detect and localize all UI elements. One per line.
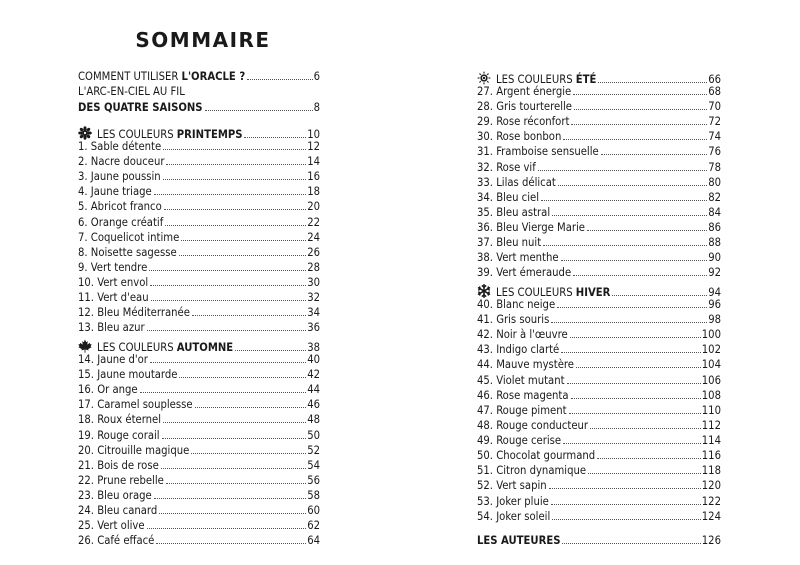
toc-entry[interactable] xyxy=(477,509,721,524)
page-number: 44 xyxy=(307,383,320,397)
entry-label: 14. Jaune d'or xyxy=(78,353,148,366)
leader-dots xyxy=(558,185,707,186)
leader-dots xyxy=(191,453,306,454)
flower-icon xyxy=(78,126,92,140)
page-number: 108 xyxy=(701,388,721,402)
entry-label: 33. Lilas délicat xyxy=(477,175,556,189)
toc-entry[interactable] xyxy=(78,215,320,230)
page-number: 72 xyxy=(708,115,721,129)
toc-entry[interactable] xyxy=(477,114,721,129)
entry-label: 39. Vert émeraude xyxy=(477,266,572,280)
page-number: 62 xyxy=(307,519,320,533)
leader-dots xyxy=(561,260,708,261)
entry-label: 7. Coquelicot intime xyxy=(78,230,180,244)
entry-label: 53. Joker pluie xyxy=(477,495,549,508)
entry-label: 12. Bleu Méditerranée xyxy=(78,306,190,320)
page-number: 50 xyxy=(307,428,320,442)
entry-label: 49. Rouge cerise xyxy=(477,433,562,447)
page-number: 90 xyxy=(708,251,721,265)
leader-dots xyxy=(561,352,701,353)
toc-entry[interactable] xyxy=(78,367,320,382)
entry-label: 23. Bleu orage xyxy=(78,488,152,502)
page-number: 100 xyxy=(701,328,721,342)
entry-label: 3. Jaune poussin xyxy=(78,170,161,184)
leader-dots xyxy=(552,519,701,520)
page-number: 96 xyxy=(708,298,721,311)
page-number: 116 xyxy=(701,449,721,462)
toc-entry[interactable] xyxy=(477,403,721,418)
entry-label: 47. Rouge piment xyxy=(477,403,567,417)
toc-entry[interactable] xyxy=(78,320,320,335)
page-number: 80 xyxy=(708,175,721,189)
leader-dots xyxy=(574,109,707,110)
toc-entry[interactable] xyxy=(477,312,721,327)
page-number: 6 xyxy=(313,70,320,83)
page-number: 124 xyxy=(701,510,721,524)
leader-dots xyxy=(147,330,307,331)
entry-label: 41. Gris souris xyxy=(477,313,550,327)
toc-entry[interactable] xyxy=(477,433,721,448)
entry-label: 42. Noir à l'œuvre xyxy=(477,328,568,342)
toc-entry[interactable] xyxy=(78,230,320,245)
toc-entry[interactable] xyxy=(78,275,320,290)
entry-label: 52. Vert sapin xyxy=(477,479,547,493)
toc-entry[interactable] xyxy=(78,305,320,320)
entry-label-bold: DES QUATRE SAISONS xyxy=(78,101,203,114)
leader-dots xyxy=(590,428,701,429)
toc-entry[interactable] xyxy=(78,139,320,154)
entry-label: 51. Citron dynamique xyxy=(477,464,587,478)
entry-label: 44. Mauve mystère xyxy=(477,358,574,372)
page-number: 22 xyxy=(307,215,320,229)
entry-label: 37. Bleu nuit xyxy=(477,236,542,249)
toc-entry[interactable] xyxy=(78,154,320,169)
leader-dots xyxy=(587,230,707,231)
entry-label: 28. Gris tourterelle xyxy=(477,100,572,114)
entry-label: 15. Jaune moutarde xyxy=(78,368,178,382)
page-number: 34 xyxy=(307,306,320,320)
maple-leaf-icon xyxy=(78,339,92,353)
entry-label: 25. Vert olive xyxy=(78,519,145,533)
entry-label: 34. Bleu ciel xyxy=(477,190,539,204)
page-number: 94 xyxy=(708,286,721,299)
leader-dots xyxy=(598,82,707,83)
toc-entry[interactable] xyxy=(477,175,721,190)
leader-dots xyxy=(151,300,307,301)
section-header-autumn[interactable] xyxy=(78,337,320,352)
toc-entry[interactable] xyxy=(78,458,320,473)
leader-dots xyxy=(571,124,707,125)
page-number: 102 xyxy=(701,343,721,357)
entry-label: 2. Nacre douceur xyxy=(78,155,165,169)
leader-dots xyxy=(163,149,306,150)
page-number: 26 xyxy=(307,245,320,259)
page-number: 98 xyxy=(708,313,721,327)
toc-entry[interactable] xyxy=(78,443,320,458)
section-label: LES COULEURS xyxy=(97,128,177,141)
toc-entry[interactable] xyxy=(477,463,721,478)
toc-entry[interactable] xyxy=(477,250,721,265)
leader-dots xyxy=(195,407,307,408)
leader-dots xyxy=(205,110,313,111)
leader-dots xyxy=(156,543,306,544)
entry-label: 9. Vert tendre xyxy=(78,260,148,274)
page-number: 122 xyxy=(701,495,721,508)
leader-dots xyxy=(247,79,312,80)
entry-label: 4. Jaune triage xyxy=(78,185,152,199)
entry-label: 19. Rouge corail xyxy=(78,428,160,442)
entry-label: 50. Chocolat gourmand xyxy=(477,449,596,462)
toc-entry[interactable] xyxy=(477,205,721,220)
leader-dots xyxy=(612,295,707,296)
snowflake-icon xyxy=(477,284,491,298)
toc-entry-rainbow[interactable] xyxy=(78,84,320,99)
page-number: 56 xyxy=(307,473,320,487)
toc-entry[interactable] xyxy=(477,220,721,235)
toc-entry[interactable] xyxy=(78,184,320,199)
leader-dots xyxy=(162,438,307,439)
leader-dots xyxy=(597,458,701,459)
toc-entry[interactable] xyxy=(78,260,320,275)
toc-entry[interactable] xyxy=(477,478,721,493)
toc-entry[interactable] xyxy=(477,144,721,159)
section-header-summer[interactable] xyxy=(477,69,721,84)
leader-dots xyxy=(149,270,306,271)
toc-entry[interactable] xyxy=(78,503,320,518)
page-number: 28 xyxy=(307,260,320,274)
entry-label: 17. Caramel souplesse xyxy=(78,398,193,412)
page-number: 110 xyxy=(701,403,721,417)
toc-entry[interactable] xyxy=(78,533,320,548)
page-number: 16 xyxy=(307,170,320,184)
entry-label: 13. Bleu azur xyxy=(78,321,145,335)
page-number: 42 xyxy=(307,368,320,382)
page-number: 104 xyxy=(701,358,721,372)
leader-dots xyxy=(164,209,306,210)
toc-entry[interactable] xyxy=(477,448,721,463)
page-number: 106 xyxy=(701,373,721,387)
entry-label: 54. Joker soleil xyxy=(477,510,551,524)
entry-label-bold: L'ORACLE ? xyxy=(181,70,246,83)
leader-dots xyxy=(563,443,701,444)
sun-icon xyxy=(477,71,491,85)
page-number: 92 xyxy=(708,266,721,280)
toc-entry[interactable] xyxy=(477,99,721,114)
page-number: 86 xyxy=(708,220,721,234)
entry-label: 43. Indigo clarté xyxy=(477,343,560,357)
page-number: 112 xyxy=(701,418,721,432)
section-label: LES COULEURS xyxy=(496,286,576,299)
entry-label: 16. Or ange xyxy=(78,383,138,397)
leader-dots xyxy=(552,215,707,216)
page-number: 78 xyxy=(708,160,721,174)
entry-label: 18. Roux éternel xyxy=(78,413,162,427)
toc-entry[interactable] xyxy=(477,373,721,388)
page-number: 20 xyxy=(307,200,320,214)
page-number: 60 xyxy=(307,504,320,517)
page-number: 74 xyxy=(708,130,721,144)
page-number: 12 xyxy=(307,140,320,153)
entry-label: 11. Vert d'eau xyxy=(78,291,149,304)
toc-entry[interactable] xyxy=(78,290,320,305)
toc-entry[interactable] xyxy=(477,418,721,433)
leader-dots xyxy=(150,362,306,363)
toc-entry[interactable] xyxy=(78,382,320,397)
entry-label: L'ARC-EN-CIEL AU FIL xyxy=(78,85,185,98)
entry-label: 8. Noisette sagesse xyxy=(78,245,177,259)
toc-entry[interactable] xyxy=(477,84,721,99)
page-number: 82 xyxy=(708,190,721,204)
leader-dots xyxy=(551,322,707,323)
leader-dots xyxy=(163,179,307,180)
page-number: 68 xyxy=(708,85,721,98)
page-number: 66 xyxy=(708,73,721,86)
leader-dots xyxy=(543,245,707,246)
toc-entry-how-to-use[interactable] xyxy=(78,69,320,84)
toc-entry[interactable] xyxy=(78,199,320,214)
page-number: 114 xyxy=(701,433,721,447)
page-number: 48 xyxy=(307,413,320,427)
entry-label: 30. Rose bonbon xyxy=(477,130,562,144)
page-number: 30 xyxy=(307,275,320,289)
page-number: 46 xyxy=(307,398,320,412)
toc-entry[interactable] xyxy=(78,352,320,367)
leader-dots xyxy=(192,315,306,316)
toc-entry[interactable] xyxy=(477,388,721,403)
entry-label: 32. Rose vif xyxy=(477,160,536,174)
entry-label: 45. Violet mutant xyxy=(477,373,565,387)
leader-dots xyxy=(161,468,306,469)
toc-entry[interactable] xyxy=(477,265,721,280)
section-header-spring[interactable] xyxy=(78,124,320,139)
page-number: 14 xyxy=(307,155,320,169)
toc-entry[interactable] xyxy=(477,297,721,312)
toc-entry-authors[interactable] xyxy=(477,533,721,548)
leader-dots xyxy=(563,139,707,140)
page-number: 10 xyxy=(307,128,320,141)
page-number: 70 xyxy=(708,100,721,114)
leader-dots xyxy=(159,513,306,514)
toc-entry[interactable] xyxy=(477,235,721,250)
leader-dots xyxy=(140,392,307,393)
leader-dots xyxy=(154,498,306,499)
page-number: 88 xyxy=(708,236,721,249)
leader-dots xyxy=(163,422,306,423)
leader-dots xyxy=(549,488,701,489)
toc-entry-four-seasons[interactable] xyxy=(78,100,320,115)
page-number: 18 xyxy=(307,185,320,199)
leader-dots xyxy=(179,255,307,256)
entry-label: 26. Café effacé xyxy=(78,534,155,548)
leader-dots xyxy=(179,377,306,378)
entry-label: 20. Citrouille magique xyxy=(78,443,190,457)
leader-dots xyxy=(576,367,701,368)
toc-entry[interactable] xyxy=(477,190,721,205)
toc-entry[interactable] xyxy=(78,488,320,503)
section-header-winter[interactable] xyxy=(477,282,721,297)
section-label-bold: HIVER xyxy=(575,286,611,299)
entry-label: COMMENT UTILISER xyxy=(78,70,182,83)
leader-dots xyxy=(573,275,707,276)
leader-dots xyxy=(571,398,701,399)
toc-entry[interactable] xyxy=(477,327,721,342)
entry-label: 38. Vert menthe xyxy=(477,251,559,265)
page-number: 126 xyxy=(701,534,721,547)
leader-dots xyxy=(562,543,700,544)
entry-label: 5. Abricot franco xyxy=(78,200,162,214)
leader-dots xyxy=(166,483,306,484)
toc-entry[interactable] xyxy=(477,129,721,144)
leader-dots xyxy=(166,164,306,165)
entry-label-bold: LES AUTEURES xyxy=(477,534,561,547)
toc-entry[interactable] xyxy=(78,412,320,427)
leader-dots xyxy=(154,194,306,195)
entry-label: 35. Bleu astral xyxy=(477,205,551,219)
page-number: 8 xyxy=(313,101,320,114)
entry-label: 29. Rose réconfort xyxy=(477,115,570,129)
entry-label: 36. Bleu Vierge Marie xyxy=(477,220,585,234)
leader-dots xyxy=(557,307,707,308)
leader-dots xyxy=(567,383,701,384)
toc-entry[interactable] xyxy=(78,473,320,488)
entry-label: 1. Sable détente xyxy=(78,140,162,153)
leader-dots xyxy=(235,350,306,351)
toc-entry[interactable] xyxy=(78,518,320,533)
page-number: 58 xyxy=(307,488,320,502)
toc-entry[interactable] xyxy=(78,428,320,443)
entry-label: 48. Rouge conducteur xyxy=(477,418,589,432)
section-label-bold: ÉTÉ xyxy=(575,73,597,86)
page-title: SOMMAIRE xyxy=(135,28,271,52)
page-number: 84 xyxy=(708,205,721,219)
toc-entry[interactable] xyxy=(78,397,320,412)
page-number: 64 xyxy=(307,534,320,548)
page-number: 40 xyxy=(307,353,320,366)
leader-dots xyxy=(538,170,707,171)
entry-label: 24. Bleu canard xyxy=(78,504,158,517)
leader-dots xyxy=(570,337,701,338)
toc-entry[interactable] xyxy=(477,494,721,509)
leader-dots xyxy=(541,200,707,201)
page-number: 120 xyxy=(701,479,721,493)
entry-label: 10. Vert envol xyxy=(78,275,149,289)
entry-label: 40. Blanc neige xyxy=(477,298,556,311)
entry-label: 27. Argent énergie xyxy=(477,85,572,98)
page-number: 32 xyxy=(307,291,320,304)
toc-entry[interactable] xyxy=(78,169,320,184)
page-number: 36 xyxy=(307,321,320,335)
section-label: LES COULEURS xyxy=(496,73,576,86)
toc-entry[interactable] xyxy=(477,357,721,372)
entry-label: 21. Bois de rose xyxy=(78,458,159,472)
page-number: 38 xyxy=(307,341,320,354)
toc-entry[interactable] xyxy=(78,245,320,260)
leader-dots xyxy=(244,137,306,138)
leader-dots xyxy=(165,225,306,226)
leader-dots xyxy=(573,94,707,95)
section-label: LES COULEURS xyxy=(97,341,177,354)
leader-dots xyxy=(569,413,701,414)
page-number: 76 xyxy=(708,145,721,159)
leader-dots xyxy=(147,528,307,529)
leader-dots xyxy=(601,154,708,155)
leader-dots xyxy=(181,240,306,241)
toc-entry[interactable] xyxy=(477,160,721,175)
entry-label: 6. Orange créatif xyxy=(78,215,164,229)
page-number: 52 xyxy=(307,443,320,457)
leader-dots xyxy=(588,473,701,474)
page-number: 24 xyxy=(307,230,320,244)
page-number: 54 xyxy=(307,458,320,472)
leader-dots xyxy=(551,504,701,505)
page-number: 118 xyxy=(701,464,721,478)
entry-label: 31. Framboise sensuelle xyxy=(477,145,599,159)
entry-label: 22. Prune rebelle xyxy=(78,473,164,487)
leader-dots xyxy=(150,285,306,286)
entry-label: 46. Rose magenta xyxy=(477,388,569,402)
toc-entry[interactable] xyxy=(477,342,721,357)
section-label-bold: AUTOMNE xyxy=(176,341,234,354)
section-label-bold: PRINTEMPS xyxy=(176,128,243,141)
